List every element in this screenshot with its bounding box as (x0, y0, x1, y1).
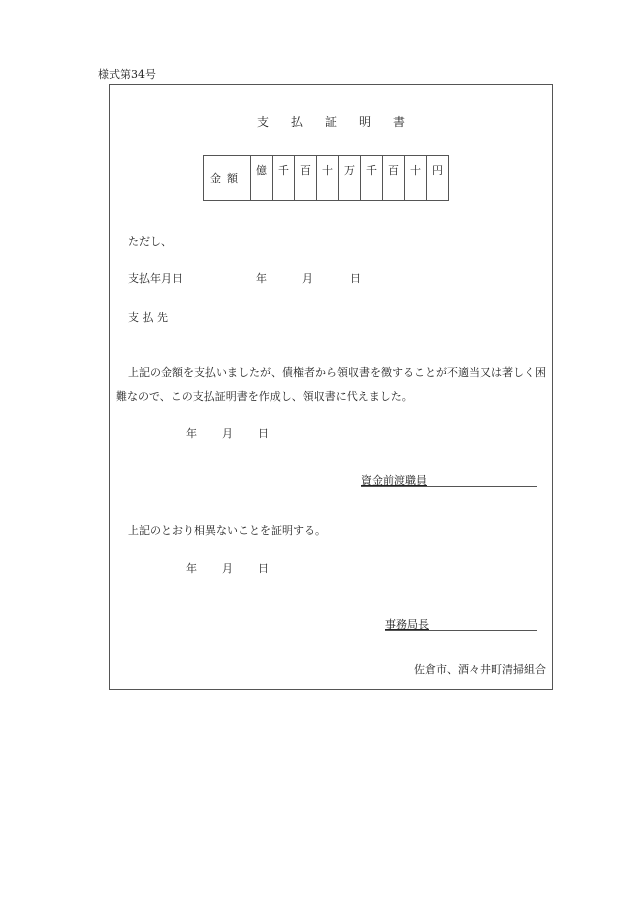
document-title (110, 113, 552, 130)
amount-digit-juu[interactable]: 十 (405, 156, 427, 201)
date1-year: 年 (186, 427, 197, 440)
date1-month: 月 (222, 427, 233, 440)
amount-digit-sen-man[interactable]: 千 (273, 156, 295, 201)
payment-date-month: 月 (302, 272, 313, 285)
payment-date-label: 支払年月日 (128, 272, 183, 285)
title-char: 支 (256, 115, 269, 129)
amount-digit-juu-man[interactable]: 十 (317, 156, 339, 201)
amount-digit-sen[interactable]: 千 (361, 156, 383, 201)
payment-date-day: 日 (350, 272, 361, 285)
date2-day: 日 (258, 562, 269, 575)
form-number: 様式第34号 (98, 68, 156, 81)
title-char: 明 (359, 115, 372, 129)
signer2-signature-line[interactable] (385, 630, 537, 631)
amount-digit-oku[interactable]: 億 (251, 156, 273, 201)
statement-text: 上記の金額を支払いましたが、債権者から領収書を徴することが不適当又は著しく困難なので、この支払証明書を作成し、領収書に代えました。 (116, 366, 546, 403)
amount-digit-man[interactable]: 万 (339, 156, 361, 201)
amount-table (203, 155, 449, 201)
date1-day: 日 (258, 427, 269, 440)
amount-digit-en[interactable]: 円 (427, 156, 449, 201)
title-char: 払 (290, 115, 303, 129)
certificate-frame (109, 84, 553, 690)
title-char: 書 (393, 115, 406, 129)
date2-month: 月 (222, 562, 233, 575)
certification-text: 上記のとおり相異ないことを証明する。 (128, 524, 326, 537)
payee-label: 支 払 先 (128, 311, 168, 324)
signer2-title: 事務局長 (385, 618, 429, 631)
amount-label: 金額 (204, 156, 251, 201)
title-char: 証 (324, 115, 337, 129)
proviso-label: ただし、 (128, 235, 172, 248)
signer1-signature-line[interactable] (361, 486, 537, 487)
date2-year: 年 (186, 562, 197, 575)
organization-name: 佐倉市、酒々井町清掃組合 (414, 663, 546, 676)
amount-digit-hyaku[interactable]: 百 (383, 156, 405, 201)
payment-date-year: 年 (256, 272, 267, 285)
signer1-title: 資金前渡職員 (361, 474, 427, 487)
amount-digit-hyaku-man[interactable]: 百 (295, 156, 317, 201)
